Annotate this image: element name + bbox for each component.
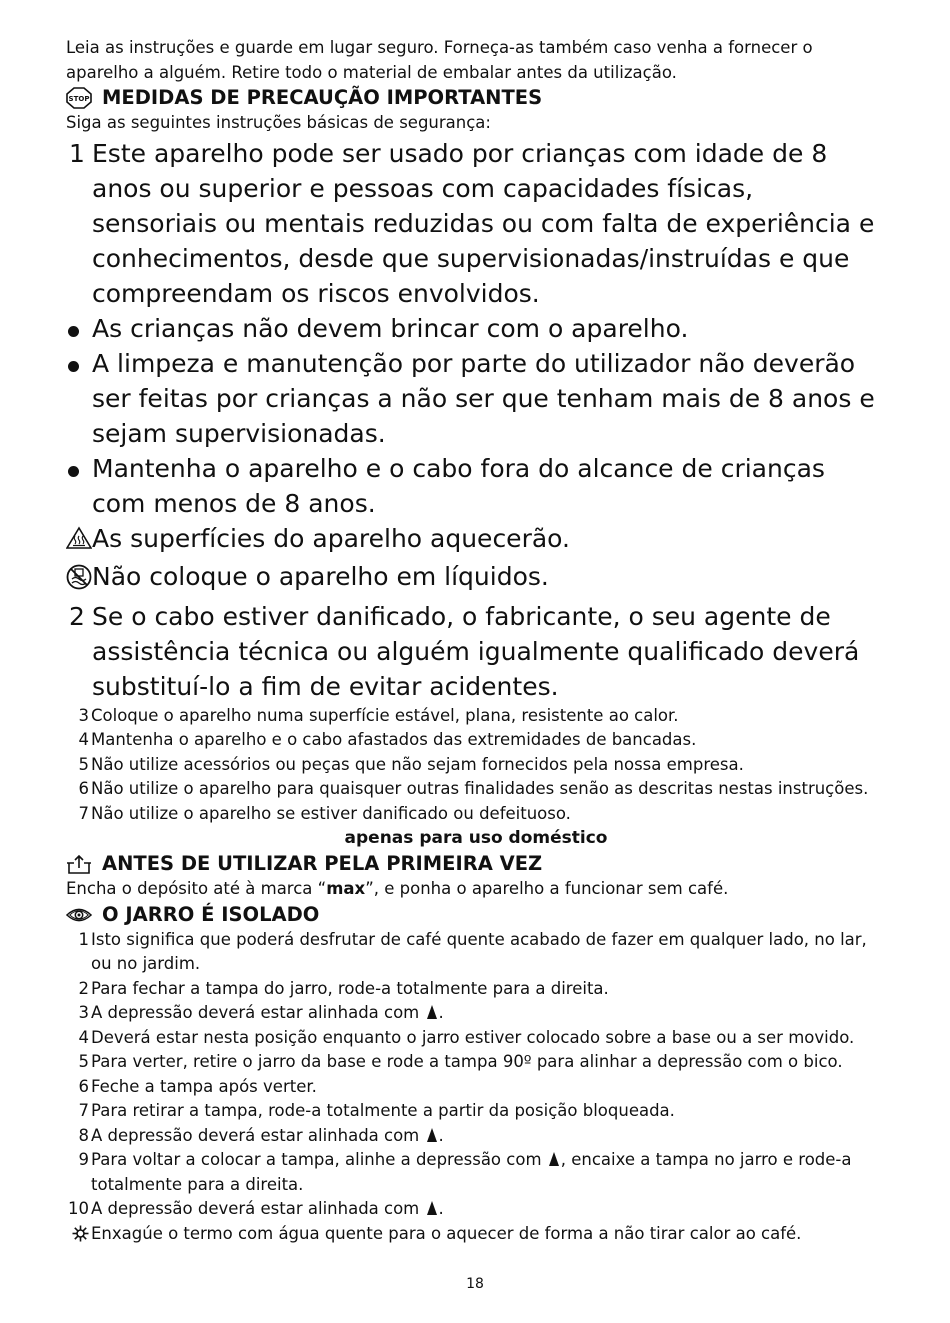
item-number: 3 (78, 705, 89, 725)
section-title: ANTES DE UTILIZAR PELA PRIMEIRA VEZ (102, 852, 543, 875)
jug-item (66, 1148, 886, 1197)
item-text-b: . (438, 1003, 444, 1022)
bullet-icon (68, 326, 79, 337)
item-text (90, 1099, 886, 1124)
item-text (90, 1124, 886, 1149)
item-number: 8 (78, 1125, 89, 1145)
jug-list (66, 928, 886, 1222)
item-number: 4 (78, 1027, 89, 1047)
item-text-a: Para retirar a tampa, rode-a totalmente a partir da posição bloqueada. (91, 1101, 675, 1120)
big-safety-list (66, 136, 886, 704)
item-text-a: A depressão deverá estar alinhada com (91, 1199, 425, 1218)
item-text (90, 1050, 886, 1075)
safety-item (66, 346, 886, 451)
jug-item (66, 1197, 886, 1222)
safety-item (66, 451, 886, 521)
item-text-a: Para fechar a tampa do jarro, rode-a totalmente para a direita. (91, 978, 609, 998)
document-page (66, 36, 886, 1250)
item-text-b: . (438, 1199, 444, 1218)
item-number: 2 (69, 601, 85, 631)
item-text: Não utilize o aparelho se estiver danificado ou defeituoso. (91, 803, 571, 823)
item-text (90, 977, 886, 1002)
safety-item (66, 311, 886, 346)
max-label: max (326, 879, 366, 898)
safety-item (66, 521, 886, 560)
item-text: Não utilize acessórios ou peças que não sejam fornecidos pela nossa empresa. (91, 754, 744, 774)
eye-icon (66, 904, 92, 926)
jug-item (66, 1001, 886, 1026)
stop-icon (66, 87, 92, 109)
depression-mark-icon (549, 1152, 559, 1166)
item-text (90, 1026, 886, 1051)
hot-surface-icon (66, 521, 92, 556)
item-text: Se o cabo estiver danificado, o fabricante, o seu agente de assistência técnica ou alguém igualmente qualificado deverá substituí-lo a fim de evitar acidentes. (92, 601, 860, 701)
bullet-icon (68, 361, 79, 372)
item-text-b: . (438, 1125, 444, 1145)
safety-item (66, 559, 886, 599)
section-first-use-heading (66, 851, 886, 877)
item-text-a: Deverá estar nesta posição enquanto o jarro estiver colocado sobre a base ou a ser movido. (91, 1027, 855, 1047)
item-text-a: Isto significa que poderá desfrutar de café quente acabado de fazer em qualquer lado, no lar, ou no jardim. (91, 929, 867, 973)
item-text (90, 1001, 886, 1026)
tip-text: Enxagúe o termo com água quente para o aquecer de forma a não tirar calor ao café. (91, 1223, 802, 1243)
bullet-icon (68, 466, 79, 477)
item-text (90, 1075, 886, 1100)
page-number: 18 (466, 1276, 484, 1292)
item-text-a: A depressão deverá estar alinhada com (91, 1125, 425, 1145)
item-text: As crianças não devem brincar com o aparelho. (92, 313, 689, 343)
small-safety-list (66, 704, 886, 827)
item-text: As superfícies do aparelho aquecerão. (92, 523, 570, 553)
safety-item (66, 728, 886, 753)
jug-item (66, 1124, 886, 1149)
item-text (90, 1197, 886, 1222)
item-text: Este aparelho pode ser usado por crianças com idade de 8 anos ou superior e pessoas com capacidades físicas, sensoriais ou mentais reduzidas ou com falta de experiência e conhecimentos, desde que supervisionadas/instruídas e que compreendam os riscos envolvidos. (92, 138, 875, 308)
jug-item (66, 1050, 886, 1075)
depression-mark-icon (427, 1201, 437, 1215)
sparkle-icon (66, 1222, 89, 1247)
safety-item (66, 599, 886, 704)
item-number: 10 (68, 1199, 89, 1218)
safety-item (66, 753, 886, 778)
item-number: 9 (78, 1150, 89, 1169)
item-number: 5 (78, 1052, 89, 1071)
item-text (90, 1148, 886, 1197)
item-text-a: Para verter, retire o jarro da base e rode a tampa 90º para alinhar a depressão com o bico. (91, 1052, 843, 1071)
depression-mark-icon (427, 1128, 437, 1142)
jug-item (66, 928, 886, 977)
item-number: 7 (78, 1101, 89, 1120)
item-number: 5 (78, 754, 89, 774)
item-text-a: A depressão deverá estar alinhada com (91, 1003, 425, 1022)
item-text: A limpeza e manutenção por parte do utilizador não deverão ser feitas por crianças a não ser que tenham mais de 8 anos e sejam supervisionadas. (92, 348, 875, 448)
item-text: Mantenha o aparelho e o cabo fora do alcance de crianças com menos de 8 anos. (92, 453, 825, 518)
item-number: 6 (78, 1076, 89, 1096)
safety-item (66, 802, 886, 827)
item-number: 6 (78, 779, 89, 798)
jug-item (66, 1099, 886, 1124)
safety-item (66, 777, 886, 802)
jug-item (66, 1075, 886, 1100)
first-use-text-a: Encha o depósito até à marca “ (66, 879, 327, 898)
section-subtitle: Siga as seguintes instruções básicas de segurança: (66, 113, 491, 132)
item-text: Não utilize o aparelho para quaisquer outras finalidades senão as descritas nestas instruções. (91, 779, 869, 798)
jug-item (66, 1026, 886, 1051)
item-number: 1 (78, 929, 89, 949)
svg-text:STOP: STOP (68, 95, 90, 103)
no-immerse-icon (66, 559, 92, 594)
section-precautions-heading (66, 85, 886, 111)
domestic-note: apenas para uso doméstico (344, 828, 608, 848)
tip-row (66, 1222, 886, 1250)
item-text-a: Feche a tampa após verter. (91, 1076, 317, 1096)
item-text: Mantenha o aparelho e o cabo afastados das extremidades de bancadas. (91, 730, 697, 749)
item-number: 3 (78, 1003, 89, 1022)
safety-item (66, 704, 886, 729)
item-text: Não coloque o aparelho em líquidos. (92, 562, 549, 591)
section-title: MEDIDAS DE PRECAUÇÃO IMPORTANTES (102, 86, 543, 109)
item-text: Coloque o aparelho numa superfície estável, plana, resistente ao calor. (91, 705, 679, 725)
item-number: 7 (78, 803, 89, 823)
depression-mark-icon (427, 1005, 437, 1019)
item-text-a: Para voltar a colocar a tampa, alinhe a depressão com (91, 1150, 547, 1169)
item-text-b: , encaixe a tampa no jarro e rode-a totalmente para a direita. (91, 1150, 852, 1194)
first-use-text (66, 877, 886, 902)
item-number: 2 (78, 978, 89, 998)
item-number: 1 (69, 138, 85, 168)
first-use-text-b: ”, e ponha o aparelho a funcionar sem café. (365, 879, 729, 898)
item-text (90, 928, 886, 977)
safety-item (66, 136, 886, 311)
section-title: O JARRO É ISOLADO (102, 902, 320, 926)
unpack-box-icon (66, 853, 92, 875)
jug-item (66, 977, 886, 1002)
item-number: 4 (78, 730, 89, 749)
intro-text: Leia as instruções e guarde em lugar seguro. Forneça-as também caso venha a fornecer o aparelho a alguém. Retire todo o material de embalar antes da utilização. (66, 38, 813, 82)
section-jug-heading (66, 902, 886, 928)
